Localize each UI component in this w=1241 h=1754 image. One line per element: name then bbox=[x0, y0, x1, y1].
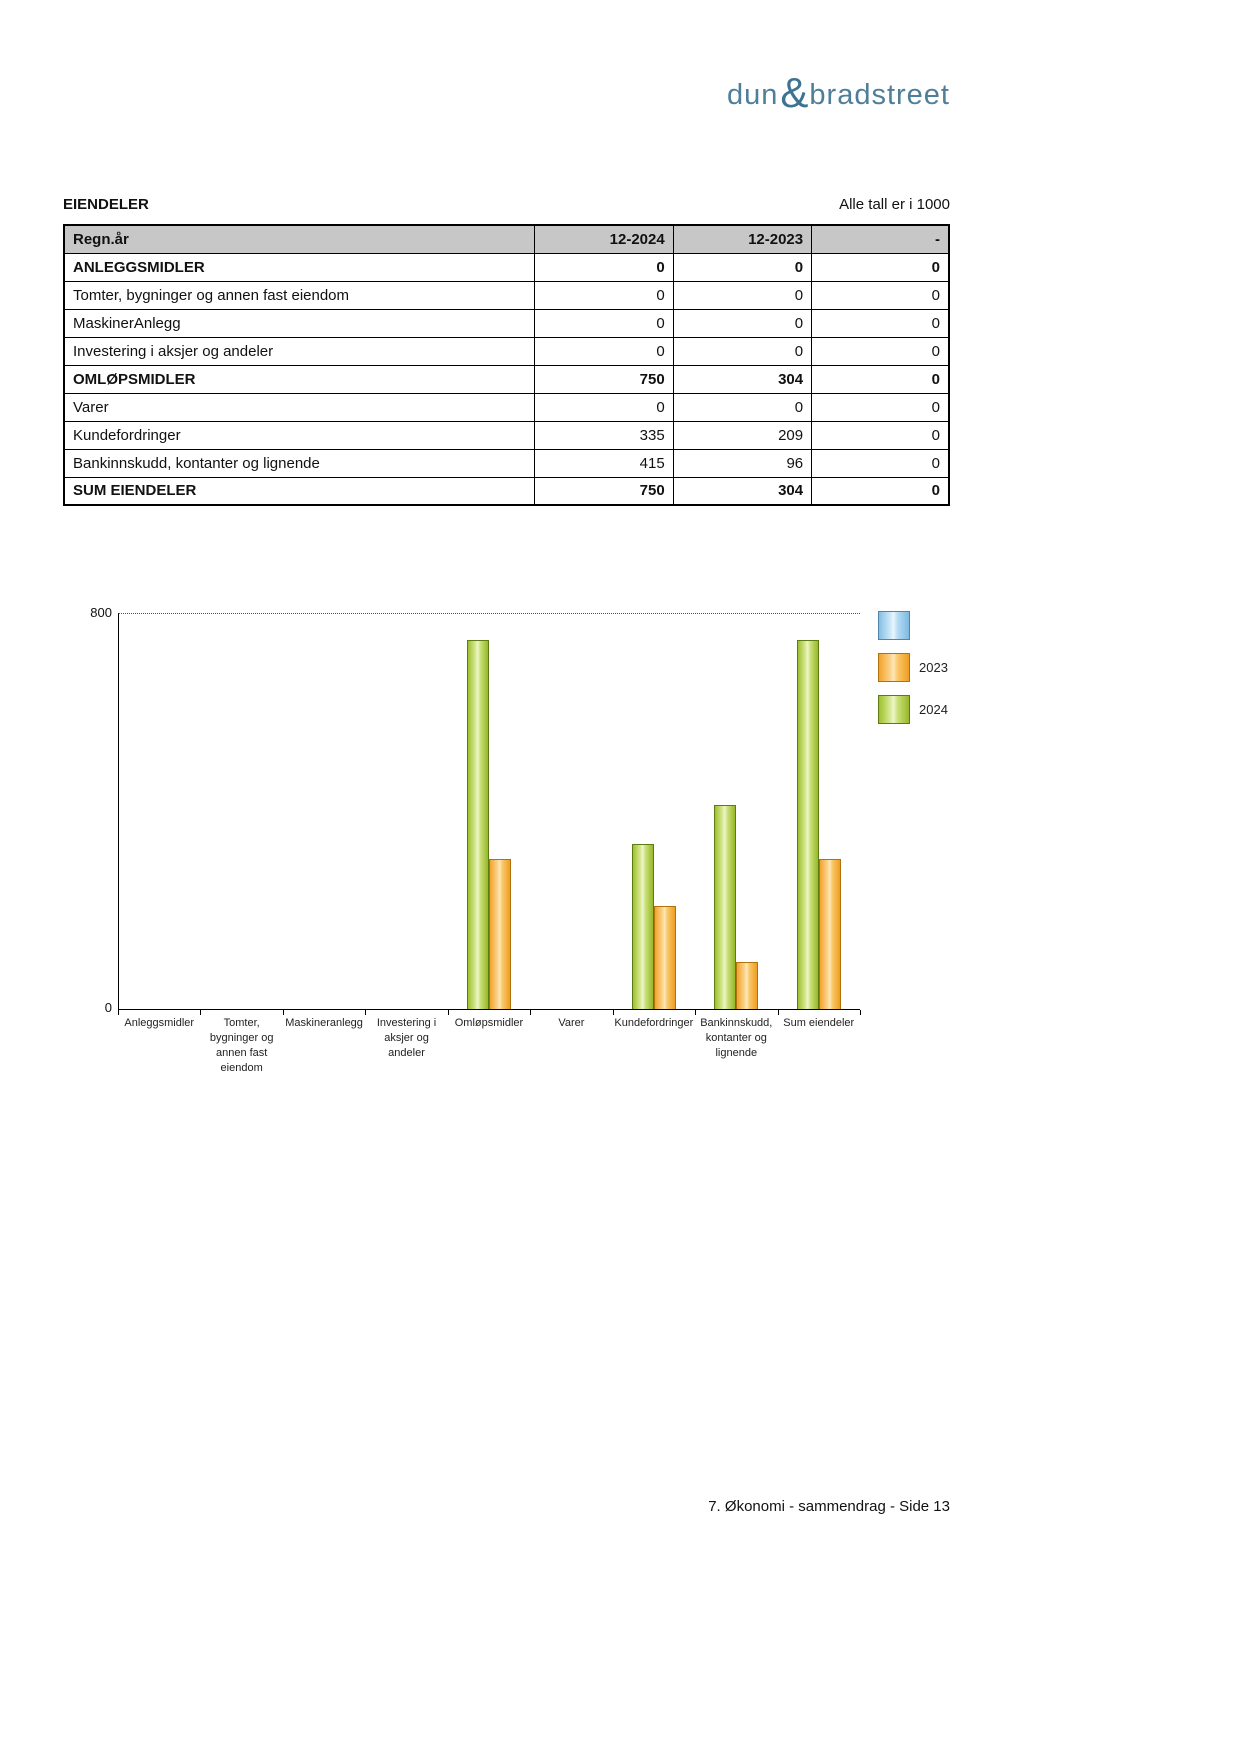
row-value: 0 bbox=[812, 421, 949, 449]
axis-tick bbox=[530, 1010, 531, 1015]
row-value: 0 bbox=[812, 337, 949, 365]
bar-group bbox=[201, 614, 283, 1009]
logo-text-dun: dun bbox=[727, 78, 779, 111]
bar-group bbox=[695, 614, 777, 1009]
row-value: 0 bbox=[673, 337, 811, 365]
bar-group bbox=[613, 614, 695, 1009]
axis-tick bbox=[448, 1010, 449, 1015]
col-header-regnar: Regn.år bbox=[64, 225, 535, 253]
logo-ampersand-icon: & bbox=[780, 69, 809, 116]
row-value: 96 bbox=[673, 449, 811, 477]
category-label: Anleggsmidler bbox=[124, 1017, 195, 1029]
legend-label: 2023 bbox=[919, 660, 948, 675]
row-value: 0 bbox=[812, 253, 949, 281]
table-row bbox=[64, 393, 949, 421]
bar-group bbox=[448, 614, 530, 1009]
table-row bbox=[64, 253, 949, 281]
row-value: 0 bbox=[812, 449, 949, 477]
legend-item bbox=[878, 653, 948, 682]
table-row bbox=[64, 449, 949, 477]
row-label: ANLEGGSMIDLER bbox=[64, 253, 535, 281]
bar-group bbox=[366, 614, 448, 1009]
table-row bbox=[64, 365, 949, 393]
bar-group bbox=[119, 614, 201, 1009]
axis-tick bbox=[118, 1010, 119, 1015]
row-value: 415 bbox=[535, 449, 673, 477]
axis-tick bbox=[778, 1010, 779, 1015]
axis-tick bbox=[283, 1010, 284, 1015]
section-title: EIENDELER bbox=[63, 196, 149, 213]
axis-tick bbox=[200, 1010, 201, 1015]
row-value: 304 bbox=[673, 365, 811, 393]
col-header-dash: - bbox=[812, 225, 949, 253]
row-label: Investering i aksjer og andeler bbox=[64, 337, 535, 365]
table-row bbox=[64, 309, 949, 337]
chart-plot bbox=[118, 613, 860, 1010]
row-label: OMLØPSMIDLER bbox=[64, 365, 535, 393]
bar-2023 bbox=[819, 859, 841, 1009]
row-value: 0 bbox=[535, 281, 673, 309]
assets-table bbox=[63, 224, 950, 506]
row-value: 0 bbox=[535, 337, 673, 365]
row-value: 0 bbox=[673, 253, 811, 281]
col-header-2024: 12-2024 bbox=[535, 225, 673, 253]
y-axis-label-800: 800 bbox=[90, 605, 112, 620]
units-note: Alle tall er i 1000 bbox=[839, 196, 950, 213]
row-value: 0 bbox=[535, 309, 673, 337]
row-value: 0 bbox=[812, 309, 949, 337]
row-value: 0 bbox=[812, 477, 949, 505]
row-value: 0 bbox=[673, 309, 811, 337]
legend-label: 2024 bbox=[919, 702, 948, 717]
table-header-row bbox=[64, 225, 949, 253]
bar-2023 bbox=[489, 859, 511, 1009]
legend-item bbox=[878, 611, 948, 640]
table-row bbox=[64, 281, 949, 309]
row-value: 0 bbox=[535, 393, 673, 421]
legend-swatch-orange bbox=[878, 653, 910, 682]
row-label: Tomter, bygninger og annen fast eiendom bbox=[64, 281, 535, 309]
bar-2024 bbox=[714, 805, 736, 1009]
table-row bbox=[64, 477, 949, 505]
legend-item bbox=[878, 695, 948, 724]
axis-tick bbox=[860, 1010, 861, 1015]
row-label: Bankinnskudd, kontanter og lignende bbox=[64, 449, 535, 477]
row-value: 750 bbox=[535, 477, 673, 505]
row-value: 209 bbox=[673, 421, 811, 449]
bar-2024 bbox=[467, 640, 489, 1009]
row-label: MaskinerAnlegg bbox=[64, 309, 535, 337]
legend-swatch-blue bbox=[878, 611, 910, 640]
row-value: 304 bbox=[673, 477, 811, 505]
row-value: 0 bbox=[673, 393, 811, 421]
category-label: Tomter, bygninger og annen fast eiendom bbox=[209, 1017, 274, 1074]
row-value: 335 bbox=[535, 421, 673, 449]
row-value: 0 bbox=[812, 281, 949, 309]
row-value: 0 bbox=[812, 365, 949, 393]
row-label: Varer bbox=[64, 393, 535, 421]
chart-categories bbox=[118, 1016, 860, 1076]
category-label: Sum eiendeler bbox=[783, 1017, 855, 1029]
category-label: Maskineranlegg bbox=[285, 1017, 363, 1029]
page-footer: 7. Økonomi - sammendrag - Side 13 bbox=[708, 1498, 950, 1515]
row-value: 0 bbox=[812, 393, 949, 421]
y-axis-label-0: 0 bbox=[104, 1000, 112, 1015]
bar-group bbox=[284, 614, 366, 1009]
dnb-logo bbox=[727, 69, 950, 118]
col-header-2023: 12-2023 bbox=[673, 225, 811, 253]
category-label: Investering i aksjer og andeler bbox=[376, 1017, 437, 1059]
row-value: 750 bbox=[535, 365, 673, 393]
category-label: Bankinnskudd, kontanter og lignende bbox=[700, 1017, 773, 1059]
category-label: Omløpsmidler bbox=[454, 1017, 524, 1029]
table-body bbox=[64, 253, 949, 505]
bar-2023 bbox=[736, 962, 758, 1009]
row-value: 0 bbox=[673, 281, 811, 309]
axis-tick bbox=[695, 1010, 696, 1015]
category-label: Varer bbox=[558, 1017, 585, 1029]
axis-tick bbox=[613, 1010, 614, 1015]
bar-2023 bbox=[654, 906, 676, 1009]
logo-text-bradstreet: bradstreet bbox=[809, 78, 950, 111]
bar-2024 bbox=[797, 640, 819, 1009]
bar-group bbox=[778, 614, 860, 1009]
axis-tick bbox=[365, 1010, 366, 1015]
chart-legend bbox=[878, 611, 948, 737]
legend-swatch-green bbox=[878, 695, 910, 724]
row-label: SUM EIENDELER bbox=[64, 477, 535, 505]
row-label: Kundefordringer bbox=[64, 421, 535, 449]
table-row bbox=[64, 337, 949, 365]
table-row bbox=[64, 421, 949, 449]
bar-2024 bbox=[632, 844, 654, 1009]
category-label: Kundefordringer bbox=[614, 1017, 694, 1029]
row-value: 0 bbox=[535, 253, 673, 281]
bar-group bbox=[531, 614, 613, 1009]
